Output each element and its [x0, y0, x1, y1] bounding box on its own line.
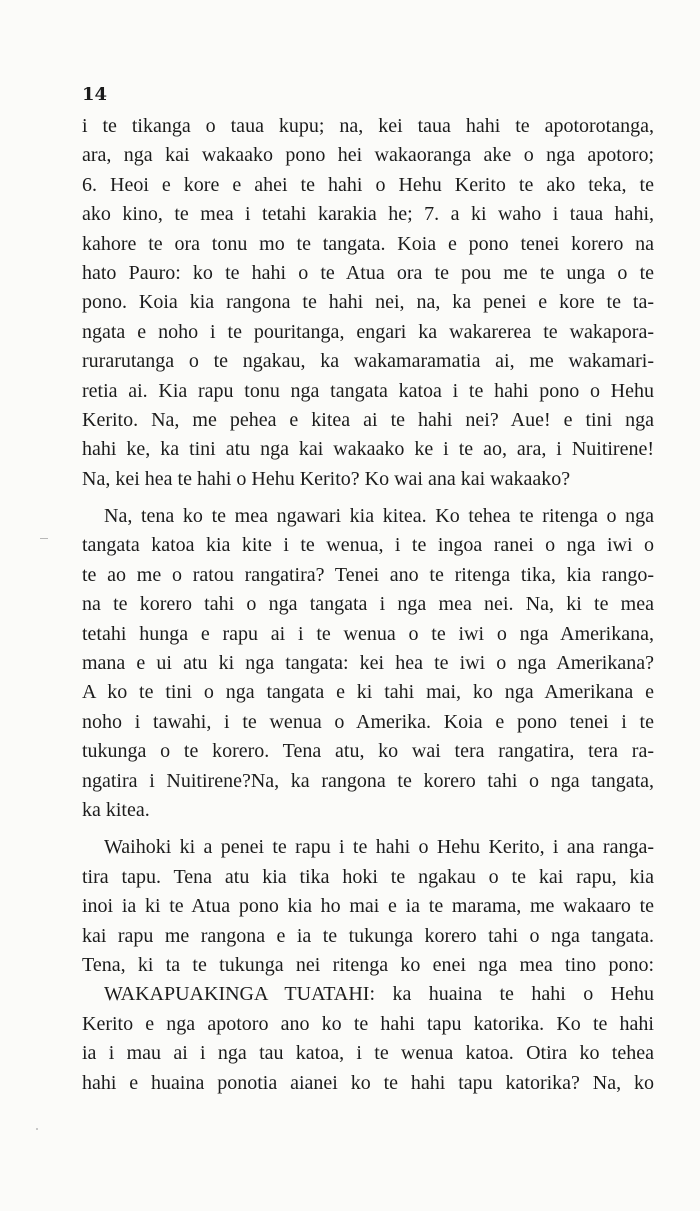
text-line: mana e ui atu ki nga tangata: kei hea te iwi o nga Amerikana?	[82, 652, 654, 675]
text-line: tukunga o te korero. Tena atu, ko wai tera rangatira, tera ra-	[82, 740, 654, 763]
text-line: ara, nga kai wakaako pono hei wakaoranga ake o nga apotoro;	[82, 144, 654, 167]
text-line: te ao me o ratou rangatira? Tenei ano te ritenga tika, kia rango-	[82, 563, 654, 586]
text-line: Waihoki ki a penei te rapu i te hahi o Hehu Kerito, i ana ranga-	[104, 836, 654, 859]
body-text	[82, 112, 654, 1098]
text-line: tangata katoa kia kite i te wenua, i te ingoa ranei o nga iwi o	[82, 534, 654, 557]
text-line: Na, kei hea te hahi o Hehu Kerito? Ko wai ana kai wakaako?	[82, 467, 571, 490]
text-line: pono. Koia kia rangona te hahi nei, na, ka penei e kore te ta-	[82, 291, 654, 314]
paragraph-1	[82, 112, 654, 494]
text-line: hahi e huaina ponotia aianei ko te hahi tapu katorika? Na, ko	[82, 1071, 654, 1094]
margin-speck	[36, 1128, 38, 1130]
section-heading-line: WAKAPUAKINGA TUATAHI: ka huaina te hahi o Hehu	[104, 983, 654, 1006]
paragraph-3	[82, 833, 654, 1098]
text-line: na te korero tahi o nga tangata i nga mea nei. Na, ki te mea	[82, 593, 654, 616]
text-line: hahi ke, ka tini atu nga kai wakaako ke i te ao, ara, i Nuitirene!	[82, 438, 654, 461]
text-line: Tena, ki ta te tukunga nei ritenga ko enei nga mea tino pono:	[82, 953, 654, 976]
text-line: ngata e noho i te pouritanga, engari ka wakarerea te wakapora-	[82, 320, 654, 343]
text-line: hato Pauro: ko te hahi o te Atua ora te pou me te unga o te	[82, 261, 654, 284]
paragraph-gap	[82, 494, 654, 502]
text-line: A ko te tini o nga tangata e ki tahi mai, ko nga Amerikana e	[82, 681, 654, 704]
text-line: tira tapu. Tena atu kia tika hoki te ngakau o te kai rapu, kia	[82, 865, 654, 888]
page-number: 14	[82, 84, 108, 105]
text-line: i te tikanga o taua kupu; na, kei taua hahi te apotorotanga,	[82, 115, 654, 137]
text-line: Kerito e nga apotoro ano ko te hahi tapu katorika. Ko te hahi	[82, 1012, 654, 1035]
paragraph-gap	[82, 825, 654, 833]
text-line: ia i mau ai i nga tau katoa, i te wenua katoa. Otira ko tehea	[82, 1042, 654, 1065]
text-line: ako kino, te mea i tetahi karakia he; 7. a ki waho i taua hahi,	[82, 203, 654, 226]
text-line: tetahi hunga e rapu ai i te wenua o te iwi o nga Amerikana,	[82, 622, 654, 645]
text-line: Kerito. Na, me pehea e kitea ai te hahi nei? Aue! e tini nga	[82, 408, 654, 431]
text-line: retia ai. Kia rapu tonu nga tangata katoa i te hahi pono o Hehu	[82, 379, 654, 402]
text-line: rurarutanga o te ngakau, ka wakamaramatia ai, me wakamari-	[82, 350, 654, 373]
text-line: 6. Heoi e kore e ahei te hahi o Hehu Kerito te ako teka, te	[82, 173, 654, 196]
text-line: kahore te ora tonu mo te tangata. Koia e pono tenei korero na	[82, 232, 654, 255]
text-line: ka kitea.	[82, 798, 150, 821]
text-line: kai rapu me rangona e ia te tukunga korero tahi o nga tangata.	[82, 924, 654, 947]
text-line: Na, tena ko te mea ngawari kia kitea. Ko tehea te ritenga o nga	[104, 505, 654, 528]
text-line: inoi ia ki te Atua pono kia ho mai e ia te marama, me wakaaro te	[82, 895, 654, 918]
paragraph-2	[82, 502, 654, 825]
margin-mark	[40, 538, 48, 539]
text-line: noho i tawahi, i te wenua o Amerika. Koia e pono tenei i te	[82, 710, 654, 733]
text-line: ngatira i Nuitirene?Na, ka rangona te korero tahi o nga tangata,	[82, 769, 654, 792]
